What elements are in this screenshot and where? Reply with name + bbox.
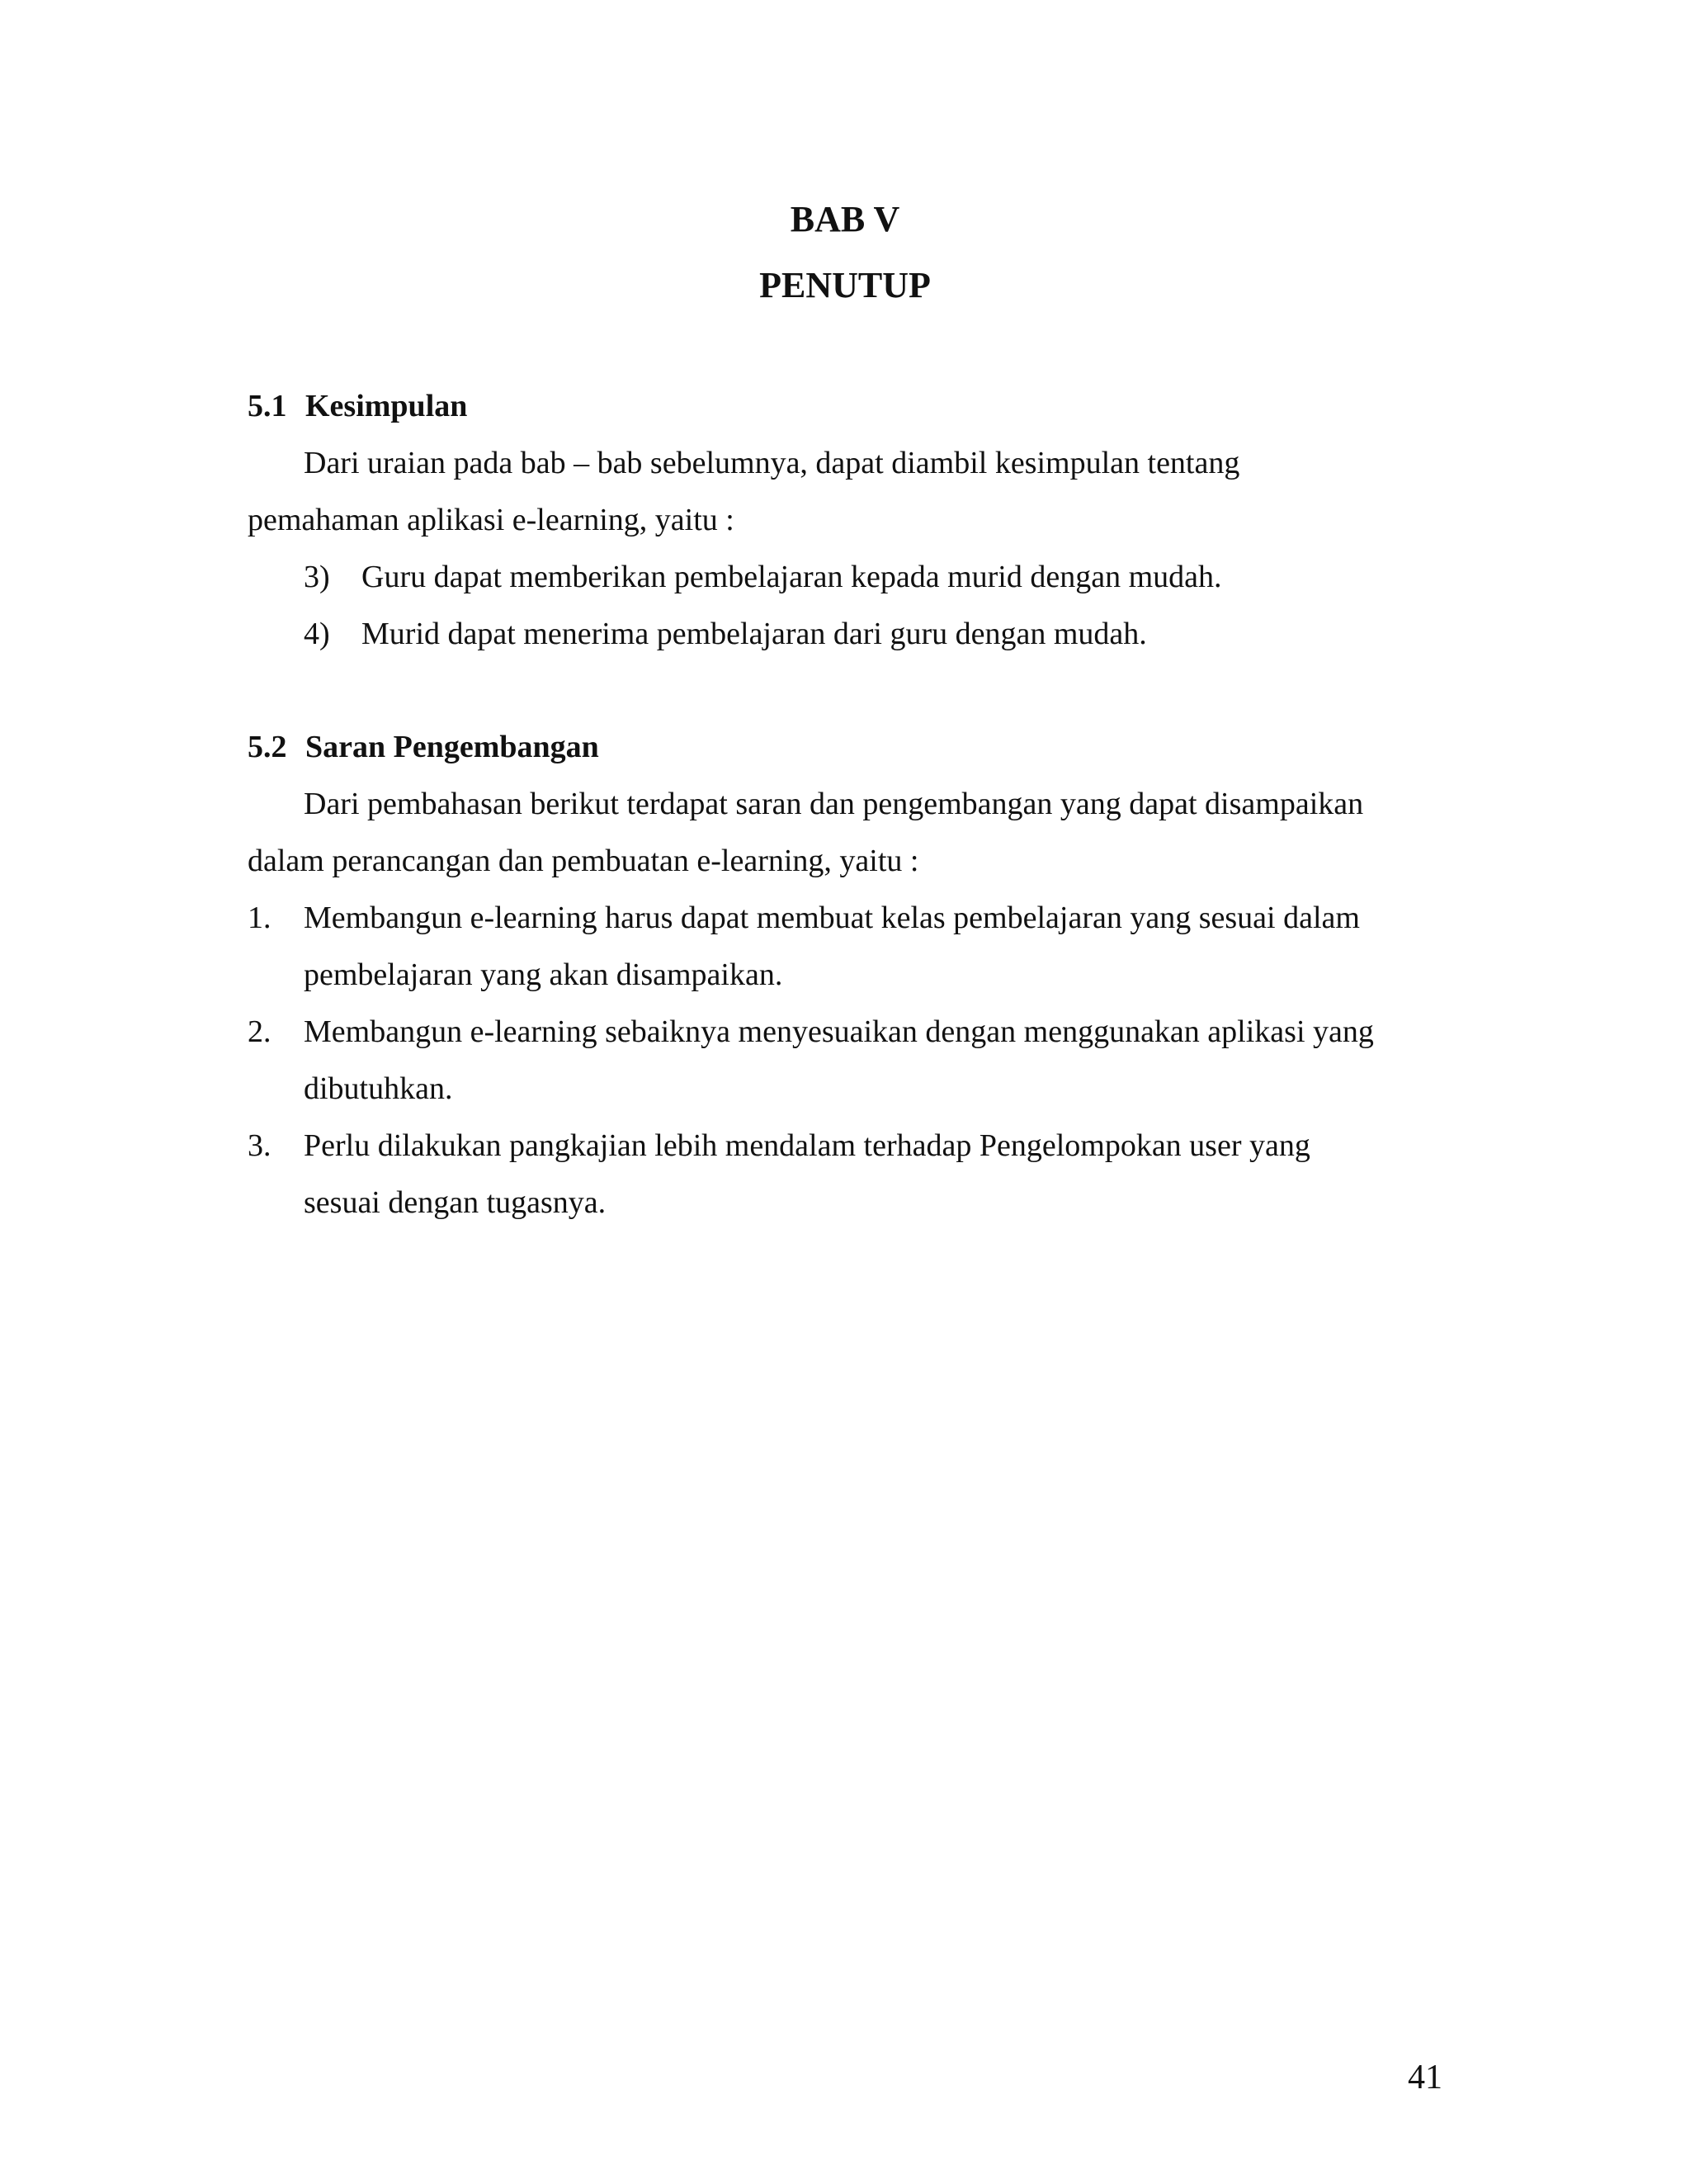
section-heading-saran <box>248 726 599 768</box>
list-item-line: Perlu dilakukan pangkajian lebih mendalam terhadap Pengelompokan user yang <box>304 1128 1310 1163</box>
page-number: 41 <box>1408 2059 1442 2097</box>
list-marker: 4) <box>304 617 330 651</box>
list-item: Murid dapat menerima pembelajaran dari guru dengan mudah. <box>361 617 1147 651</box>
list-marker: 2. <box>248 1014 271 1049</box>
list-marker: 3) <box>304 560 330 594</box>
list-item-line: Membangun e-learning sebaiknya menyesuaikan dengan menggunakan aplikasi yang <box>304 1014 1374 1049</box>
section-heading-kesimpulan <box>248 385 467 427</box>
list-marker: 3. <box>248 1128 271 1163</box>
list-item-line: pembelajaran yang akan disampaikan. <box>304 957 783 992</box>
section-number: 5.1 <box>248 389 287 423</box>
chapter-label: BAB V <box>790 199 900 239</box>
kesimpulan-intro-line-1: Dari uraian pada bab – bab sebelumnya, dapat diambil kesimpulan tentang <box>304 446 1240 480</box>
saran-intro-line-2: dalam perancangan dan pembuatan e-learning, yaitu : <box>248 844 919 878</box>
section-title: Kesimpulan <box>305 389 468 423</box>
list-item-line: sesuai dengan tugasnya. <box>304 1185 607 1220</box>
section-title: Saran Pengembangan <box>305 730 599 764</box>
list-item-line: dibutuhkan. <box>304 1071 453 1106</box>
list-marker: 1. <box>248 901 271 935</box>
saran-intro-line-1: Dari pembahasan berikut terdapat saran dan pengembangan yang dapat disampaikan <box>304 787 1364 821</box>
list-item: Guru dapat memberikan pembelajaran kepada murid dengan mudah. <box>361 560 1222 594</box>
list-item-line: Membangun e-learning harus dapat membuat kelas pembelajaran yang sesuai dalam <box>304 901 1360 935</box>
chapter-title: PENUTUP <box>759 265 931 305</box>
section-number: 5.2 <box>248 730 287 764</box>
kesimpulan-intro-line-2: pemahaman aplikasi e-learning, yaitu : <box>248 503 734 537</box>
